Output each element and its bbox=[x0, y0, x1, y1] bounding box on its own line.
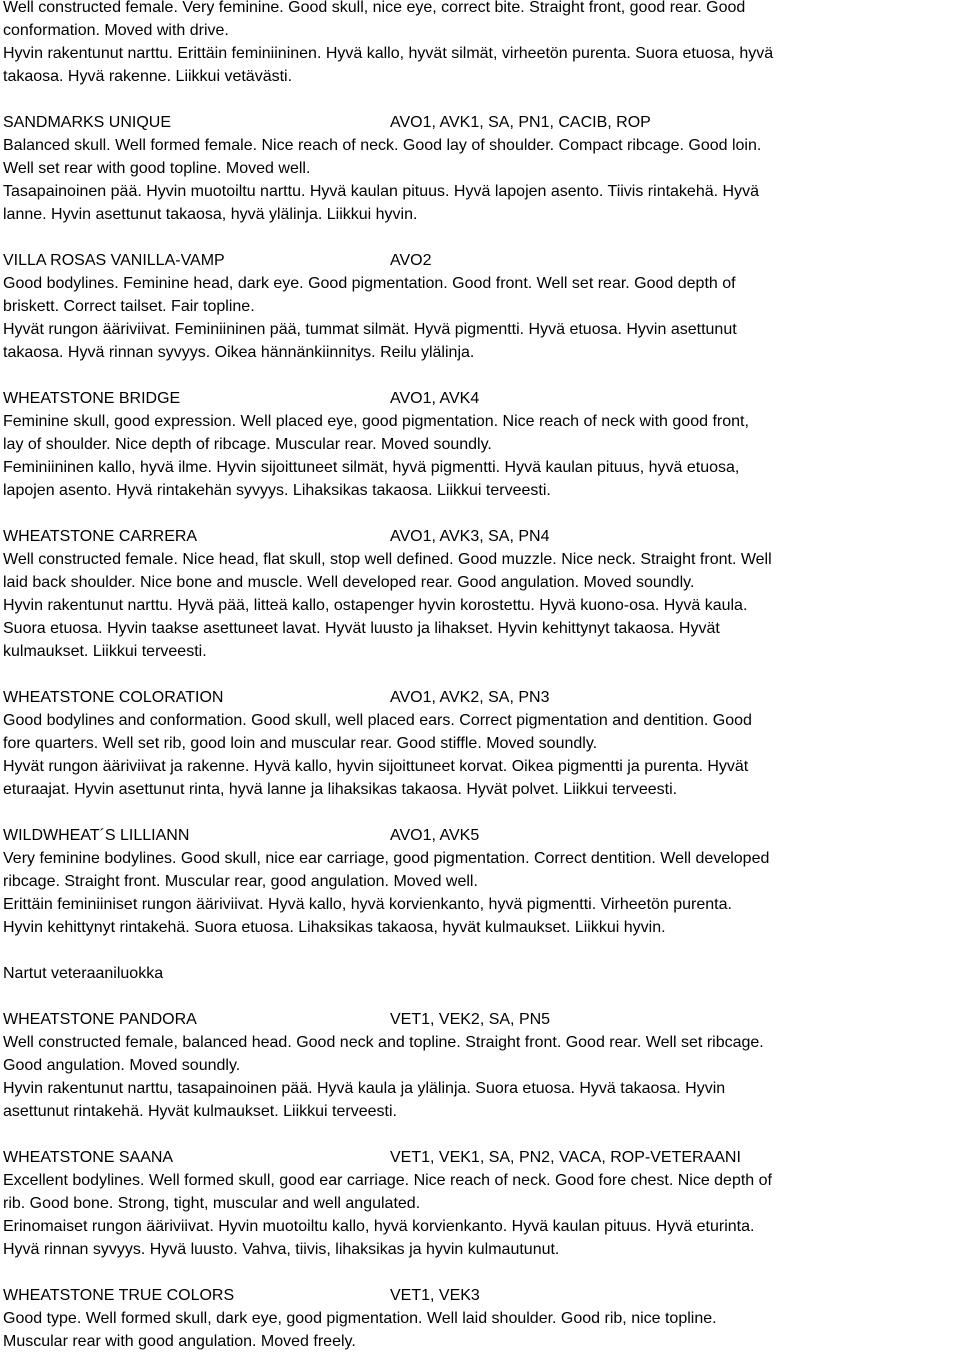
dog-name: VILLA ROSAS VANILLA-VAMP bbox=[3, 252, 225, 269]
text-line: laid back shoulder. Nice bone and muscle. Well developed rear. Good angulation. Moved soundly. bbox=[3, 574, 695, 591]
dog-name: WHEATSTONE CARRERA bbox=[3, 528, 198, 545]
text-line: lapojen asento. Hyvä rintakehän syvyys. Lihaksikas takaosa. Liikkui terveesti. bbox=[3, 482, 551, 499]
blank-line bbox=[3, 801, 958, 824]
entry-heading bbox=[3, 249, 958, 272]
dog-name: WHEATSTONE BRIDGE bbox=[3, 390, 181, 407]
award-result: VET1, VEK2, SA, PN5 bbox=[390, 1011, 551, 1028]
blank-line bbox=[3, 88, 958, 111]
dog-name: WHEATSTONE TRUE COLORS bbox=[3, 1287, 235, 1304]
text-line: Feminine skull, good expression. Well placed eye, good pigmentation. Nice reach of neck with good front, bbox=[3, 413, 749, 430]
blank-line bbox=[3, 1261, 958, 1284]
text-line: Erittäin feminiiniset rungon ääriviivat. Hyvä kallo, hyvä korvienkanto, hyvä pigmentti. Virheetön purenta. bbox=[3, 896, 732, 913]
text-line: Well constructed female, balanced head. Good neck and topline. Straight front. Good rear. Well set ribcage. bbox=[3, 1034, 764, 1051]
text-line: rib. Good bone. Strong, tight, muscular and well angulated. bbox=[3, 1195, 421, 1212]
award-result: VET1, VEK1, SA, PN2, VACA, ROP-VETERAANI bbox=[390, 1149, 741, 1166]
text-line: Well set rear with good topline. Moved well. bbox=[3, 160, 311, 177]
text-line: asettunut rintakehä. Hyvät kulmaukset. Liikkui terveesti. bbox=[3, 1103, 397, 1120]
text-line: lanne. Hyvin asettunut takaosa, hyvä ylälinja. Liikkui hyvin. bbox=[3, 206, 418, 223]
award-result: AVO2 bbox=[390, 252, 432, 269]
entry-heading bbox=[3, 1146, 958, 1169]
text-line: Good type. Well formed skull, dark eye, good pigmentation. Well laid shoulder. Good rib, nice topline. bbox=[3, 1310, 717, 1327]
text-line: Good bodylines and conformation. Good skull, well placed ears. Correct pigmentation and dentition. Good bbox=[3, 712, 752, 729]
entry-heading bbox=[3, 1284, 958, 1307]
blank-line bbox=[3, 364, 958, 387]
text-line: fore quarters. Well set rib, good loin and muscular rear. Good stiffle. Moved soundly. bbox=[3, 735, 598, 752]
text-line: Tasapainoinen pää. Hyvin muotoiltu narttu. Hyvä kaulan pituus. Hyvä lapojen asento. Tiivis rintakehä. Hyvä bbox=[3, 183, 759, 200]
text-line: briskett. Correct tailset. Fair topline. bbox=[3, 298, 255, 315]
text-line: Well constructed female. Very feminine. Good skull, nice eye, correct bite. Straight front, good rear. Good bbox=[3, 0, 746, 16]
text-line: takaosa. Hyvä rinnan syvyys. Oikea hännänkiinnitys. Reilu ylälinja. bbox=[3, 344, 475, 361]
entry-heading bbox=[3, 525, 958, 548]
award-result: AVO1, AVK4 bbox=[390, 390, 480, 407]
entry-heading bbox=[3, 387, 958, 410]
text-line: ribcage. Straight front. Muscular rear, good angulation. Moved well. bbox=[3, 873, 478, 890]
dog-name: WHEATSTONE PANDORA bbox=[3, 1011, 197, 1028]
text-line: Hyvät rungon ääriviivat. Feminiininen pää, tummat silmät. Hyvä pigmentti. Hyvä etuosa. Hyvin asettunut bbox=[3, 321, 737, 338]
blank-line bbox=[3, 1123, 958, 1146]
text-line: kulmaukset. Liikkui terveesti. bbox=[3, 643, 207, 660]
award-result: AVO1, AVK5 bbox=[390, 827, 480, 844]
text-line: Erinomaiset rungon ääriviivat. Hyvin muotoiltu kallo, hyvä korvienkanto. Hyvä kaulan pituus. Hyvä eturinta. bbox=[3, 1218, 755, 1235]
dog-name: WHEATSTONE SAANA bbox=[3, 1149, 174, 1166]
text-line: eturaajat. Hyvin asettunut rinta, hyvä lanne ja lihaksikas takaosa. Hyvät polvet. Liikkui terveesti. bbox=[3, 781, 678, 798]
award-result: VET1, VEK3 bbox=[390, 1287, 480, 1304]
text-line: conformation. Moved with drive. bbox=[3, 22, 229, 39]
blank-line bbox=[3, 663, 958, 686]
text-line: Hyvin rakentunut narttu. Erittäin feminiininen. Hyvä kallo, hyvät silmät, virheetön purenta. Suora etuosa, hyvä bbox=[3, 45, 774, 62]
entry-heading bbox=[3, 686, 958, 709]
text-line: Feminiininen kallo, hyvä ilme. Hyvin sijoittuneet silmät, hyvä pigmentti. Hyvä kaulan pituus, hyvä etuosa, bbox=[3, 459, 740, 476]
entry-heading bbox=[3, 824, 958, 847]
text-line: Hyvin kehittynyt rintakehä. Suora etuosa. Lihaksikas takaosa, hyvät kulmaukset. Liikkui hyvin. bbox=[3, 919, 666, 936]
document-page bbox=[3, 0, 958, 1353]
entry-heading bbox=[3, 111, 958, 134]
blank-line bbox=[3, 502, 958, 525]
text-line: Hyvä rinnan syvyys. Hyvä luusto. Vahva, tiivis, lihaksikas ja hyvin kulmautunut. bbox=[3, 1241, 560, 1258]
dog-name: WILDWHEAT´S LILLIANN bbox=[3, 827, 190, 844]
text-line: Muscular rear with good angulation. Moved freely. bbox=[3, 1333, 356, 1350]
entry-heading bbox=[3, 1008, 958, 1031]
award-result: AVO1, AVK3, SA, PN4 bbox=[390, 528, 550, 545]
text-line: Balanced skull. Well formed female. Nice reach of neck. Good lay of shoulder. Compact ribcage. Good loin. bbox=[3, 137, 762, 154]
text-line: Well constructed female. Nice head, flat skull, stop well defined. Good muzzle. Nice neck. Straight front. Well bbox=[3, 551, 772, 568]
text-line: Very feminine bodylines. Good skull, nice ear carriage, good pigmentation. Correct dentition. Well developed bbox=[3, 850, 770, 867]
text-line: Excellent bodylines. Well formed skull, good ear carriage. Nice reach of neck. Good fore chest. Nice depth of bbox=[3, 1172, 772, 1189]
text-line: Good angulation. Moved soundly. bbox=[3, 1057, 241, 1074]
dog-name: WHEATSTONE COLORATION bbox=[3, 689, 224, 706]
dog-name: SANDMARKS UNIQUE bbox=[3, 114, 172, 131]
award-result: AVO1, AVK2, SA, PN3 bbox=[390, 689, 550, 706]
blank-line bbox=[3, 226, 958, 249]
blank-line bbox=[3, 939, 958, 962]
text-line: takaosa. Hyvä rakenne. Liikkui vetävästi. bbox=[3, 68, 293, 85]
text-line: Hyvät rungon ääriviivat ja rakenne. Hyvä kallo, hyvin sijoittuneet korvat. Oikea pigmentti ja purenta. Hyvät bbox=[3, 758, 749, 775]
text-line: Hyvin rakentunut narttu. Hyvä pää, litteä kallo, ostapenger hyvin korostettu. Hyvä kuono-osa. Hyvä kaula. bbox=[3, 597, 748, 614]
award-result: AVO1, AVK1, SA, PN1, CACIB, ROP bbox=[390, 114, 651, 131]
text-line: lay of shoulder. Nice depth of ribcage. Muscular rear. Moved soundly. bbox=[3, 436, 492, 453]
text-line: Suora etuosa. Hyvin taakse asettuneet lavat. Hyvät luusto ja lihakset. Hyvin kehittynyt takaosa. Hyvät bbox=[3, 620, 720, 637]
text-line: Nartut veteraaniluokka bbox=[3, 965, 164, 982]
text-line: Hyvin rakentunut narttu, tasapainoinen pää. Hyvä kaula ja ylälinja. Suora etuosa. Hyvä takaosa. Hyvin bbox=[3, 1080, 726, 1097]
text-line: Good bodylines. Feminine head, dark eye. Good pigmentation. Good front. Well set rear. Good depth of bbox=[3, 275, 736, 292]
blank-line bbox=[3, 985, 958, 1008]
